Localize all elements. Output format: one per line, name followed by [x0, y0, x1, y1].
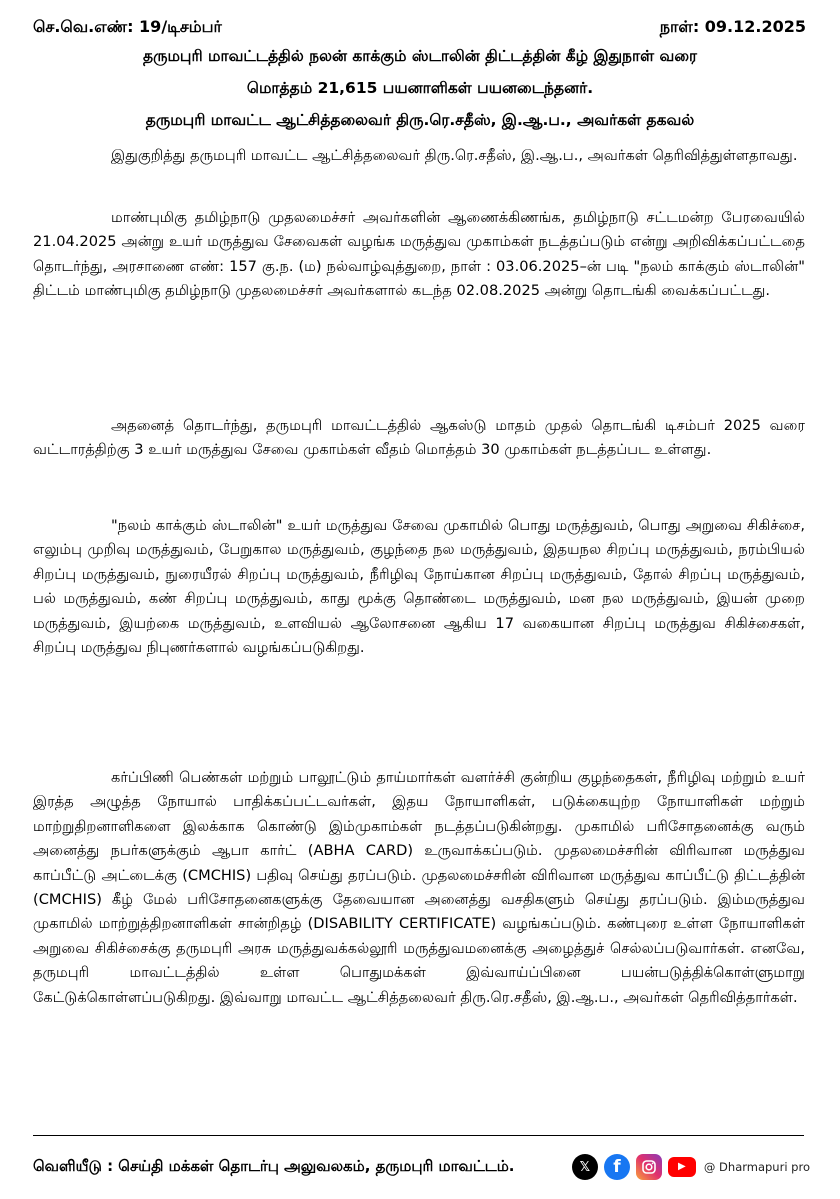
- social-links: [572, 1154, 810, 1180]
- body-paragraph-3: அதனைத் தொடர்ந்து, தருமபுரி மாவட்டத்தில் ஆகஸ்டு மாதம் முதல் தொடங்கி டிசம்பர் 2025 வரை வட்டாரத்திற்கு 3 உயர் மருத்துவ சேவை முகாம்கள் வீதம் மொத்தம் 30 முகாம்கள் நடத்தப்பட உள்ளது.: [33, 417, 805, 459]
- instagram-icon[interactable]: [636, 1154, 662, 1180]
- facebook-icon[interactable]: f: [604, 1154, 630, 1180]
- reference-number: செ.வெ.எண்: 19/டிசம்பர்: [33, 16, 222, 36]
- headline-line-3: தருமபுரி மாவட்ட ஆட்சித்தலைவர் திரு.ரெ.சதீஸ், இ.ஆ.ப., அவர்கள் தகவல்: [145, 111, 695, 129]
- release-header: [33, 14, 806, 40]
- publisher-label: வெளியீடு : செய்தி மக்கள் தொடர்பு அலுவலகம், தருமபுரி மாவட்டம்.: [33, 1157, 515, 1175]
- youtube-icon[interactable]: ▶: [668, 1157, 696, 1177]
- headline-line-2: மொத்தம் 21,615 பயனாளிகள் பயனடைந்தனர்.: [246, 79, 594, 97]
- x-icon[interactable]: 𝕏: [572, 1154, 598, 1180]
- body-paragraph-5: கர்ப்பிணி பெண்கள் மற்றும் பாலூட்டும் தாய்மார்கள் வளர்ச்சி குன்றிய குழந்தைகள், நீரிழிவு மற்றும் உயர் இரத்த அழுத்த நோயால் பாதிக்கப்பட்டவர்கள், இதய நோயாளிகள், படுக்கையுற்ற நோயாளிகள் மற்றும் மாற்றுதிறனாளிகளை இலக்காக கொண்டு இம்முகாம்கள் நடத்தப்படுகின்றது. முகாமில் பரிசோதனைக்கு வரும் அனைத்து நபர்களுக்கும் ஆபா கார்ட் (ABHA CARD) உருவாக்கப்படும். முதலமைச்சரின் விரிவான மருத்துவ காப்பீட்டு அட்டைக்கு (CMCHIS) பதிவு செய்து தரப்படும். முதலமைச்சரின் விரிவான மருத்துவ காப்பீட்டு திட்டத்தின் (CMCHIS) கீழ் மேல் பரிசோதனைகளுக்கு தேவையான அனைத்து வசதிகளும் செய்து தரப்படும். இம்மருத்துவ முகாமில் மாற்றுத்திறனாளிகள் சான்றிதழ் (DISABILITY CERTIFICATE) வழங்கப்படும். கண்புரை உள்ள நோயாளிகள் அறுவை சிகிச்சைக்கு தருமபுரி அரசு மருத்துவக்கல்லூரி மருத்துவமனைக்கு அழைத்துச் செல்லப்படுவார்கள். எனவே, தருமபுரி மாவட்டத்தில் உள்ள பொதுமக்கள் இவ்வாய்ப்பினை பயன்படுத்திக்கொள்ளுமாறு கேட்டுக்கொள்ளப்படுகிறது. இவ்வாறு மாவட்ட ஆட்சித்தலைவர் திரு.ரெ.சதீஸ், இ.ஆ.ப., அவர்கள் தெரிவித்தார்கள்.: [33, 769, 805, 1006]
- footer-divider: [33, 1135, 804, 1136]
- social-handle: @ Dharmapuri pro: [703, 1160, 810, 1174]
- body-paragraph-4: "நலம் காக்கும் ஸ்டாலின்" உயர் மருத்துவ சேவை முகாமில் பொது மருத்துவம், பொது அறுவை சிகிச்சை, எலும்பு முறிவு மருத்துவம், பேறுகால மருத்துவம், குழந்தை நல மருத்துவம், இதயநல சிறப்பு மருத்துவம், நரம்பியல் சிறப்பு மருத்துவம், நுரையீரல் சிறப்பு மருத்துவம், நீரிழிவு நோய்கான சிறப்பு மருத்துவம், தோல் சிறப்பு மருத்துவம், பல் மருத்துவம், கண் சிறப்பு மருத்துவம், காது மூக்கு தொண்டை மருத்துவம், மன நல மருத்துவம், இயன் முறை மருத்துவம், இயற்கை மருத்துவம், உளவியல் ஆலோசனை ஆகிய 17 வகையான சிறப்பு மருத்துவ சிகிச்சைகள், சிறப்பு மருத்துவ நிபுணர்களால் வழங்கப்படுகிறது.: [33, 517, 805, 657]
- body-paragraph-2: மாண்புமிகு தமிழ்நாடு முதலமைச்சர் அவர்களின் ஆணைக்கிணங்க, தமிழ்நாடு சட்டமன்ற பேரவையில் 21.04.2025 அன்று உயர் மருத்துவ சேவைகள் வழங்க மருத்துவ முகாம்கள் நடத்தப்படும் என்று அறிவிக்கப்பட்டதை தொடர்ந்து, அரசாணை எண்: 157 கு.ந. (ம) நல்வாழ்வுத்துறை, நாள் : 03.06.2025–ன் படி "நலம் காக்கும் ஸ்டாலின்" திட்டம் மாண்புமிகு தமிழ்நாடு முதலமைச்சர் அவர்களால் கடந்த 02.08.2025 அன்று தொடங்கி வைக்கப்பட்டது.: [33, 209, 805, 300]
- headline-line-1: தருமபுரி மாவட்டத்தில் நலன் காக்கும் ஸ்டாலின் திட்டத்தின் கீழ் இதுநாள் வரை: [142, 47, 697, 65]
- footer-bar: [33, 1150, 810, 1184]
- release-date: நாள்: 09.12.2025: [659, 16, 806, 36]
- instagram-glyph: [641, 1159, 657, 1175]
- body-paragraph-1: இதுகுறித்து தருமபுரி மாவட்ட ஆட்சித்தலைவர் திரு.ரெ.சதீஸ், இ.ஆ.ப., அவர்கள் தெரிவித்துள்ளதாவது.: [111, 147, 798, 164]
